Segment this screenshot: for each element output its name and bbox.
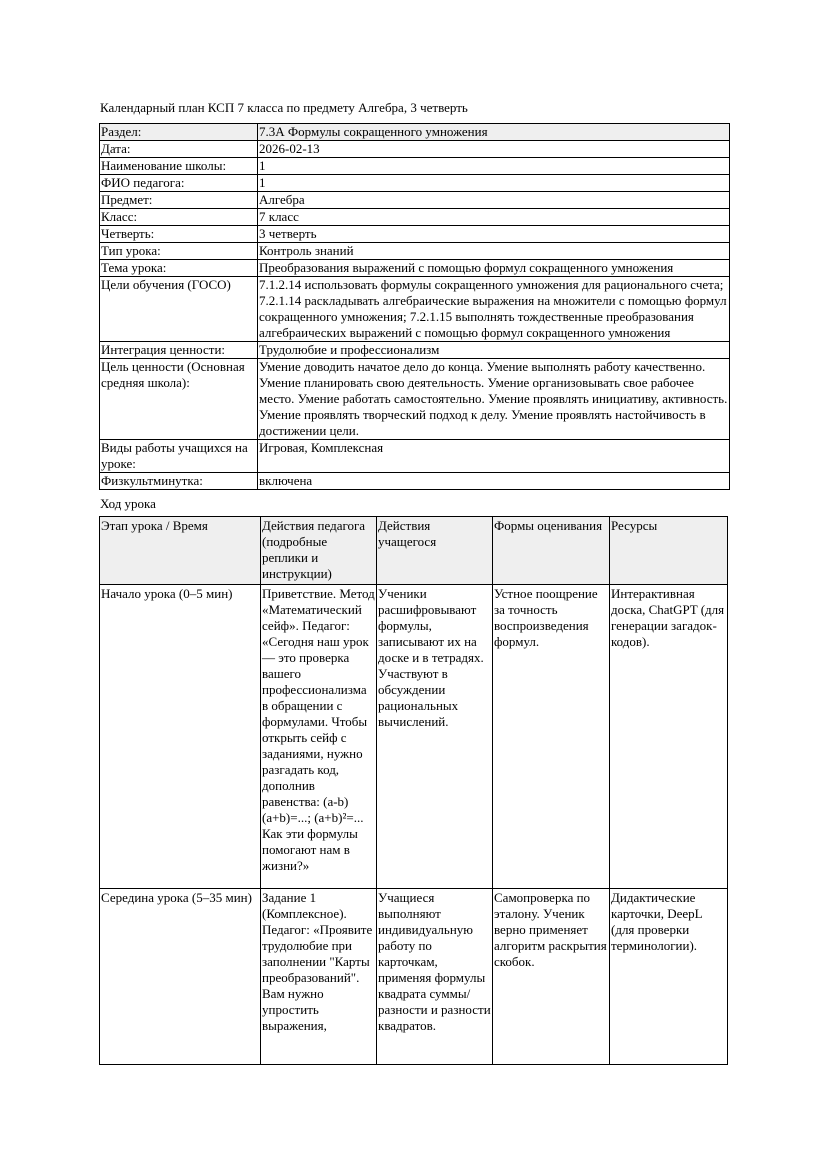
info-row-class bbox=[100, 209, 730, 226]
lesson-flow-table bbox=[99, 516, 728, 1065]
info-row-subject bbox=[100, 192, 730, 209]
stage-cell: Начало урока (0–5 мин) bbox=[100, 585, 261, 889]
info-label: Цели обучения (ГОСО) bbox=[100, 277, 258, 342]
info-value: Трудолюбие и профессионализм bbox=[258, 342, 730, 359]
teacher-actions-cell: Задание 1 (Комплексное). Педагог: «Проявите трудолюбие при заполнении "Карты преобразований". Вам нужно упростить выражения, bbox=[261, 889, 377, 1065]
info-value: Алгебра bbox=[258, 192, 730, 209]
section-title: Ход урока bbox=[100, 496, 156, 511]
table-row bbox=[100, 585, 728, 889]
info-value: 1 bbox=[258, 175, 730, 192]
info-label: Предмет: bbox=[100, 192, 258, 209]
info-row-value-integration bbox=[100, 342, 730, 359]
info-label: Цель ценности (Основная средняя школа): bbox=[100, 359, 258, 440]
info-label: Дата: bbox=[100, 141, 258, 158]
info-row-value-goal bbox=[100, 359, 730, 440]
lesson-info-table bbox=[99, 123, 730, 490]
info-label: ФИО педагога: bbox=[100, 175, 258, 192]
info-label: Тема урока: bbox=[100, 260, 258, 277]
info-label: Четверть: bbox=[100, 226, 258, 243]
column-header: Формы оценивания bbox=[493, 517, 610, 585]
info-label: Наименование школы: bbox=[100, 158, 258, 175]
teacher-actions-cell: Приветствие. Метод «Математический сейф». Педагог: «Сегодня наш урок — это проверка вашего профессионализма в обращении с формулами. Чтобы открыть сейф с заданиями, нужно разгадать код, дополнив равенства: (a-b)(a+b)=...; (a+b)²=... Как эти формулы помогают нам в жизни?» bbox=[261, 585, 377, 889]
info-value: включена bbox=[258, 473, 730, 490]
info-label: Класс: bbox=[100, 209, 258, 226]
stage-cell: Середина урока (5–35 мин) bbox=[100, 889, 261, 1065]
info-value: 1 bbox=[258, 158, 730, 175]
student-actions-cell: Учащиеся выполняют индивидуальную работу по карточкам, применяя формулы квадрата суммы/разности и разности квадратов. bbox=[377, 889, 493, 1065]
table-row bbox=[100, 889, 728, 1065]
info-row-quarter bbox=[100, 226, 730, 243]
column-header: Действия учащегося bbox=[377, 517, 493, 585]
info-label: Физкультминутка: bbox=[100, 473, 258, 490]
assessment-cell: Устное поощрение за точность воспроизведения формул. bbox=[493, 585, 610, 889]
column-header: Этап урока / Время bbox=[100, 517, 261, 585]
info-value: Контроль знаний bbox=[258, 243, 730, 260]
info-label: Виды работы учащихся на уроке: bbox=[100, 440, 258, 473]
info-row-date bbox=[100, 141, 730, 158]
info-label: Тип урока: bbox=[100, 243, 258, 260]
student-actions-cell: Ученики расшифровывают формулы, записывают их на доске и в тетрадях. Участвуют в обсуждении рациональных вычислений. bbox=[377, 585, 493, 889]
assessment-cell: Самопроверка по эталону. Ученик верно применяет алгоритм раскрытия скобок. bbox=[493, 889, 610, 1065]
info-value: 2026-02-13 bbox=[258, 141, 730, 158]
column-header: Действия педагога (подробные реплики и инструкции) bbox=[261, 517, 377, 585]
info-row-physical-break bbox=[100, 473, 730, 490]
info-value: Преобразования выражений с помощью формул сокращенного умножения bbox=[258, 260, 730, 277]
info-row-work-types bbox=[100, 440, 730, 473]
info-value: Умение доводить начатое дело до конца. Умение выполнять работу качественно. Умение планировать свою деятельность. Умение организовывать свое рабочее место. Умение работать самостоятельно. Умение проявлять инициативу, активность. Умение проявлять творческий подход к делу. Умение проявлять настойчивость в достижении цели. bbox=[258, 359, 730, 440]
info-value: Игровая, Комплексная bbox=[258, 440, 730, 473]
info-row-school bbox=[100, 158, 730, 175]
info-row-lesson-type bbox=[100, 243, 730, 260]
info-value: 3 четверть bbox=[258, 226, 730, 243]
info-value: 7.3А Формулы сокращенного умножения bbox=[258, 124, 730, 141]
info-row-teacher bbox=[100, 175, 730, 192]
flow-header-row bbox=[100, 517, 728, 585]
info-label: Раздел: bbox=[100, 124, 258, 141]
info-row-learning-goals bbox=[100, 277, 730, 342]
column-header: Ресурсы bbox=[610, 517, 728, 585]
resources-cell: Дидактические карточки, DeepL (для проверки терминологии). bbox=[610, 889, 728, 1065]
info-value: 7.1.2.14 использовать формулы сокращенного умножения для рационального счета; 7.2.1.14 раскладывать алгебраические выражения на множители с помощью формул сокращенного умножения; 7.2.1.15 выполнять тождественные преобразования алгебраических выражений с помощью формул сокращенного умножения bbox=[258, 277, 730, 342]
info-row-section bbox=[100, 124, 730, 141]
info-value: 7 класс bbox=[258, 209, 730, 226]
page-title: Календарный план КСП 7 класса по предмету Алгебра, 3 четверть bbox=[100, 100, 468, 115]
info-row-topic bbox=[100, 260, 730, 277]
info-label: Интеграция ценности: bbox=[100, 342, 258, 359]
resources-cell: Интерактивная доска, ChatGPT (для генерации загадок-кодов). bbox=[610, 585, 728, 889]
